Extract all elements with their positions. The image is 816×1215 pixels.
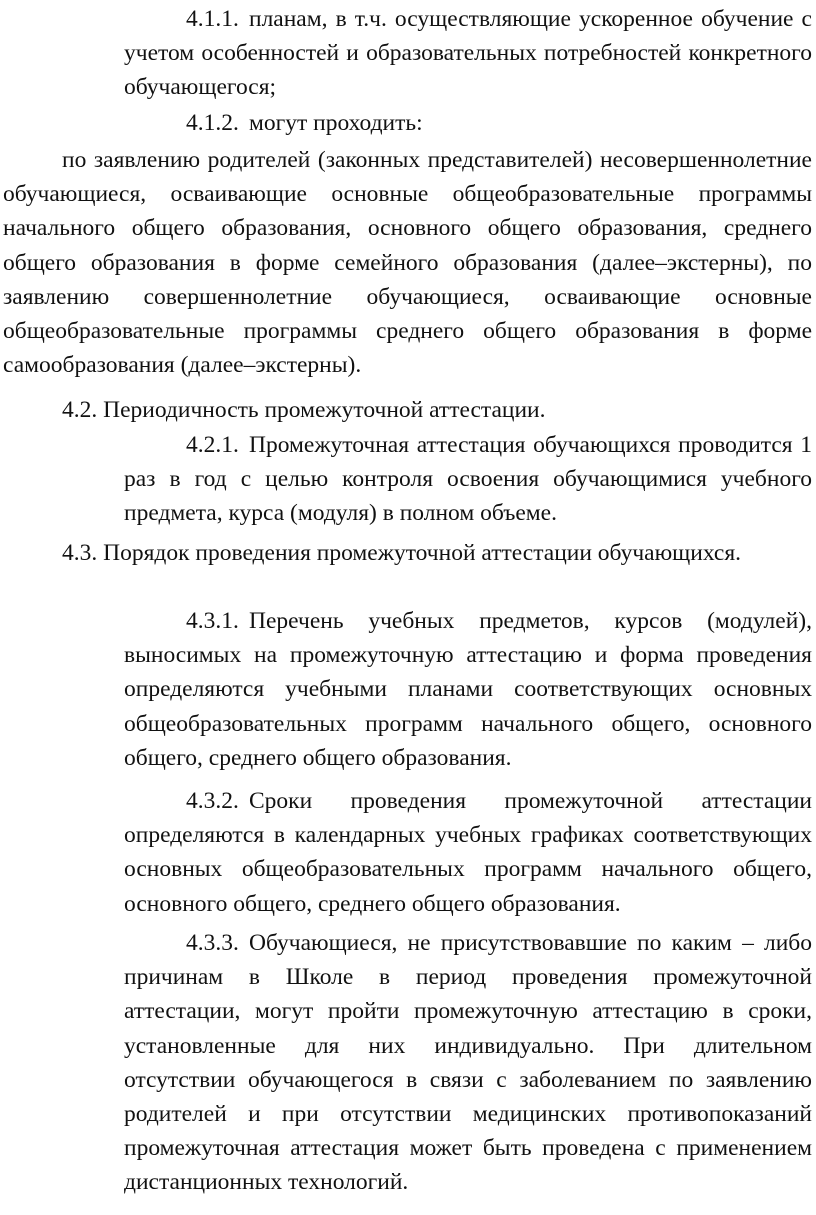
- paragraph-4-3-2: [124, 784, 812, 921]
- paragraph-4-2-1: [124, 428, 812, 531]
- paragraph-text: Промежуточная аттестация обучающихся проводится 1 раз в год с целью контроля освоения обучающимися учебного предмета, курса (модуля) в полном объеме.: [124, 432, 812, 527]
- paragraph-number: 4.1.2.: [186, 110, 239, 136]
- paragraph-number: 4.3.1.: [186, 608, 239, 634]
- paragraph-text: Обучающиеся, не присутствовавшие по каким – либо причинам в Школе в период проведения промежуточной аттестации, могут пройти промежуточную аттестацию в сроки, установленные для них индивидуально. При длительном отсутствии обучающегося в связи с заболеванием по заявлению родителей и при отсутствии медицинских противопоказаний промежуточная аттестация может быть проведена с применением дистанционных технологий.: [124, 930, 812, 1196]
- paragraph-text: могут проходить:: [249, 110, 423, 136]
- paragraph-4-3-3: [124, 926, 812, 1200]
- paragraph-number: 4.3.2.: [186, 788, 239, 814]
- paragraph-number: 4.3.3.: [186, 930, 239, 956]
- paragraph-number: 4.2.1.: [186, 432, 239, 458]
- paragraph-4-3-1: [124, 604, 812, 775]
- paragraph-number: 4.1.1.: [186, 6, 239, 32]
- paragraph-text: Перечень учебных предметов, курсов (модулей), выносимых на промежуточную аттестацию и форма проведения определяются учебными планами соответствующих основных общеобразовательных программ начального общего, основного общего, среднего общего образования.: [124, 608, 812, 771]
- paragraph-4-1-2-body: по заявлению родителей (законных представителей) несовершеннолетние обучающиеся, осваивающие основные общеобразовательные программы начального общего образования, основного общего образования, среднего общего образования в форме семейного образования (далее–экстерны), по заявлению совершеннолетние обучающиеся, осваивающие основные общеобразовательные программы среднего общего образования в форме самообразования (далее–экстерны).: [3, 147, 812, 379]
- heading-4-3: 4.3. Порядок проведения промежуточной аттестации обучающихся.: [62, 540, 742, 566]
- paragraph-text: Сроки проведения промежуточной аттестации определяются в календарных учебных графиках соответствующих основных общеобразовательных программ начального общего, основного общего, среднего общего образования.: [124, 788, 812, 917]
- paragraph-4-1-2: [124, 106, 812, 140]
- paragraph-4-1-1: [124, 2, 812, 105]
- paragraph-text: планам, в т.ч. осуществляющие ускоренное обучение с учетом особенностей и образовательных потребностей конкретного обучающегося;: [124, 6, 812, 101]
- heading-4-2: 4.2. Периодичность промежуточной аттестации.: [62, 397, 546, 423]
